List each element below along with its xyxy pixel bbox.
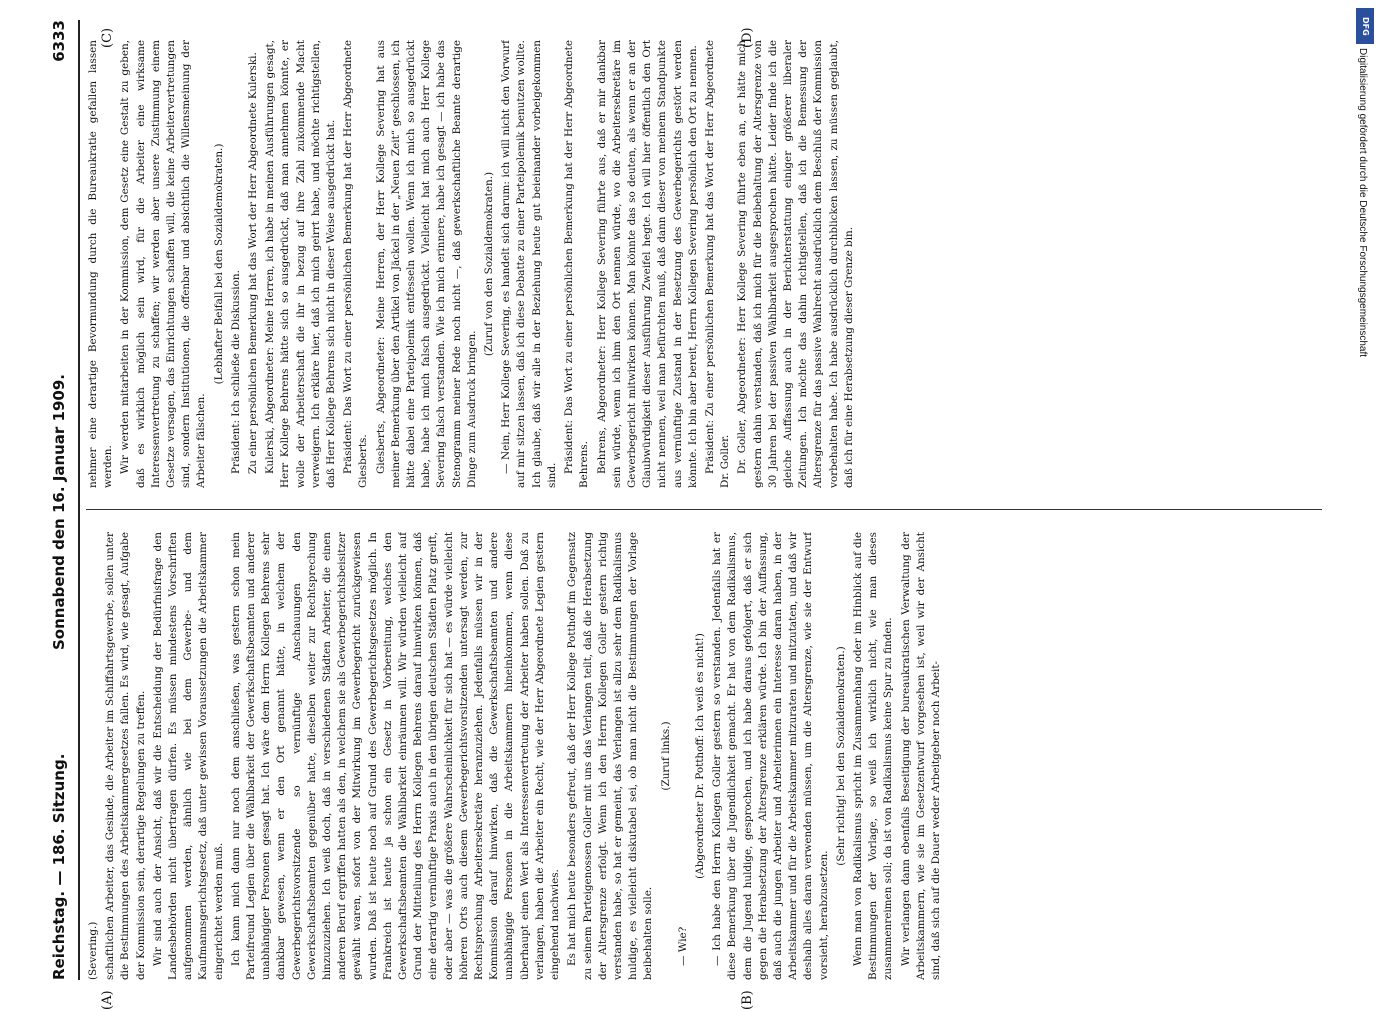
digitization-sidebar	[1352, 8, 1378, 998]
page-number: 6333	[50, 20, 68, 62]
paragraph: schaftlichen Arbeiter, das Gesinde, die Arbeiter im Schiffahrtsgewerbe, sollen unter die Bestimmungen des Arbeitskammergesetzes fallen. Es wird, wie gesagt, Aufgabe der Kommission sein, derartige Regelungen zu treffen.	[104, 532, 147, 980]
paragraph: (Lebhafter Beifall bei den Sozialdemokraten.)	[212, 143, 225, 385]
paragraph: Behrens, Abgeordneter: Herr Kollege Severing führte aus, daß er mir dankbar sein würde, wenn ich ihm den Ort nennen würde, wo die Arbeitersekretäre im Gewerbegericht mitwirken können. Man könnte das so deuten, als wenn er an der Glaubwürdigkeit dieser Ausführung Zweifel hegte. Ich will hier öffentlich den Ort nicht nennen, weil man befürchten muß, daß dann dieser von meinem Standpunkte aus vernünftige Zustand in der Besetzung des Gewerbegerichts gestört werden könnte. Ich bin aber bereit, Herrn Kollegen Severing persönlich den Ort zu nennen.	[595, 40, 699, 488]
paragraph: Präsident: Ich schließe die Diskussion.	[229, 270, 242, 474]
paragraph: — Ich habe den Herrn Kollegen Goller gestern so verstanden. Jedenfalls hat er diese Bemerkung über die Jugendlichkeit gemacht. Er hat von dem Radikalismus, dem die Jugend huldige, gesprochen, und ich habe daraus gefolgert, daß er sich gegen die Herabsetzung der Altersgrenze erklären würde. Ich bin der Auffassung, daß auch die jungen Arbeiter und Arbeiterinnen ein Interesse daran haben, in der Arbeitskammer und für die Arbeitskammer mitzuraten und mitzutaten, und daß wir deshalb alles daran verwenden müssen, um die Altersgrenze, wie sie der Entwurf vorsieht, herabzusetzen.	[711, 532, 830, 980]
paragraph: Dr. Goller, Abgeordneter: Herr Kollege Severing führte eben an, er hätte mich gestern dahin verstanden, daß ich mich für die Beibehaltung der Altersgrenze von 30 Jahren bei der passiven Wählbarkeit ausgesprochen hätte. Leider finde ich die gleiche Auffassung auch in der Berichterstattung einiger größerer liberaler Zeitungen. Ich möchte das dahin richtigstellen, daß ich die Bemessung der Altersgrenze für das passive Wahlrecht ausdrücklich dem Beschluß der Kommission vorbehalten habe. Ich habe ausdrücklich durchblicken lassen, zu müssen geglaubt, daß ich für eine Herabsetzung dieser Grenze bin.	[736, 40, 855, 488]
paragraph: Kulerski, Abgeordneter: Meine Herren, ich habe in meinen Ausführungen gesagt, Herr Kollege Behrens hätte sich so ausgedrückt, daß man annehmen könnte, er wolle der Arbeiterschaft die ihr in bezug auf ihre Zahl zukommende Macht verweigern. Ich erkläre hier, daß ich mich geirrt habe, und möchte richtigstellen, daß Herr Kollege Behrens sich nicht in dieser Weise ausgedrückt hat.	[264, 40, 338, 488]
paragraph: Wenn man von Radikalismus spricht im Zusammenhang oder im Hinblick auf die Bestimmungen der Vorlage, so weiß ich wirklich nicht, wie man dieses zusammenreimen soll; da ist von Radikalismus keine Spur zu finden.	[851, 532, 895, 980]
right-column	[86, 40, 1322, 488]
paragraph: Wir werden mitarbeiten in der Kommission, dem Gesetz eine Gestalt zu geben, daß es wirklich möglich sein wird, für die Arbeiter eine wirksame Interessenvertretung zu schaffen; wir werden aber unsere Zustimmung einem Gesetze versagen, das Einrichtungen schaffen will, die keine Arbeitervertretungen sind, sondern Institutionen, die offenbar und absichtlich die Willensmeinung der Arbeiter fälschen.	[119, 40, 208, 488]
paragraph: (Zuruf von den Sozialdemokraten.)	[483, 171, 496, 357]
paragraph: Wir sind auch der Ansicht, daß wir die Entscheidung der Bedürfnisfrage den Landesbehörden nicht übertragen dürfen. Es müssen mindestens Vorschriften aufgenommen werden, ähnlich wie bei dem Gewerbe- und dem Kaufmannsgerichtsgesetz, daß unter gewissen Voraussetzungen die Arbeitskammer eingerichtet werden muß.	[151, 532, 225, 980]
header-center: Sonnabend den 16. Januar 1909.	[50, 374, 68, 650]
paragraph: (Severing.)	[87, 921, 99, 980]
left-column	[86, 532, 1322, 980]
paragraph: (Abgeordneter Dr. Potthoff: Ich weiß es nicht!)	[693, 633, 706, 879]
margin-marker: (B)	[740, 990, 755, 1010]
paragraph: Zu einer persönlichen Bemerkung hat das Wort der Herr Abgeordnete Kulerski.	[247, 52, 260, 474]
header-left: Reichstag. — 186. Sitzung.	[50, 753, 68, 980]
page-header	[40, 20, 80, 980]
paragraph: Präsident: Zu einer persönlichen Bemerkung hat das Wort der Herr Abgeordnete Dr. Goller.	[703, 40, 732, 488]
paragraph: — Nein, Herr Kollege Severing, es handelt sich darum: ich will nicht den Vorwurf auf mir sitzen lassen, daß ich diese Debatte zu einer Parteipolemik benutzen wollte. Ich glaube, daß wir alle in der Beziehung heute gut beieinander vorbeigekommen sind.	[500, 40, 558, 488]
column-divider	[86, 509, 1322, 510]
paragraph: (Sehr richtig! bei den Sozialdemokraten.)	[834, 646, 847, 866]
paragraph: Wir verlangen dann ebenfalls Beseitigung der bureaukratischen Verwaltung der Arbeitskammern, wie sie im Gesetzentwurf vorgesehen ist, weil wir der Ansicht sind, daß sich auf die Dauer weder Arbeitgeber noch Arbeit-	[899, 532, 942, 980]
margin-marker: (C)	[100, 27, 115, 48]
paragraph: nehmer eine derartige Bevormundung durch die Bureaukratie gefallen lassen werden.	[87, 40, 115, 488]
header-rule	[78, 20, 80, 980]
paragraph: Es hat mich heute besonders gefreut, daß der Herr Kollege Potthoff im Gegensatz zu seinem Parteigenossen Goller mit uns das Verlangen teilt, daß die Herabsetzung der Altersgrenze erfolgt. Wenn ich den Herrn Kollegen Goller gestern richtig verstanden habe, so hat er gemeint, das Verlangen ist allzu sehr dem Radikalismus huldige, es vielleicht diskutabel sei, ob man nicht die Bestimmungen der Vorlage beibehalten solle.	[566, 532, 655, 980]
paragraph: Ich kann mich dann nur noch dem anschließen, was gestern schon mein Parteifreund Legien über die Wählbarkeit der Gewerkschaftsbeamten und anderer unabhängiger Personen gesagt hat. Ich wäre dem Herrn Kollegen Behrens sehr dankbar gewesen, wenn er den Ort genannt hätte, in welchem der Gewerbegerichtsvorsitzende so vernünftige Anschauungen den Gewerkschaftsbeamten gegenüber hatte, dieselben weiter zur Rechtsprechung hinzuzuziehen. Ich weiß doch, daß in verschiedenen Städten Arbeiter, die einen anderen Beruf ergriffen hatten als den, in welchem sie als Gewerbegerichtsbeisitzer gewählt waren, sofort von der Mitwirkung im Gewerbegericht zurückgewiesen wurden. Daß ist heute noch auf Grund des Gewerbegerichtsgesetzes möglich. In Frankreich ist heute ja schon ein Gesetz in Vorbereitung, welches den Gewerkschaftsbeamten die Wählbarkeit einräumen will. Wir würden vielleicht auf Grund der Mitteilung des Herrn Kollegen Behrens darauf hinwirken können, daß eine derartig vernünftige Praxis auch in den übrigen deutschen Städten Platz greift, oder aber — was die größere Wahrscheinlichkeit für sich hat — es würde vielleicht höheren Orts auch diesem Gewerbegerichtsvorsitzenden untersagt werden, zur Rechtsprechung Arbeitersekretäre heranzuziehen. Jedenfalls müssen wir in der Kommission darauf hinwirken, daß die Gewerkschaftsbeamten und andere unabhängige Personen in die Arbeitskammern hineinkommen, wenn diese überhaupt einen Wert als Interessenvertretung der Arbeiter haben sollen. Daß zu verlangen, haben die Arbeiter ein Recht, wie der Herr Abgeordnete Legien gestern eingehend nachwies.	[229, 532, 562, 980]
paragraph: Giesberts, Abgeordneter: Meine Herren, der Herr Kollege Severing hat aus meiner Bemerkung über den Artikel von Jäckel in der „Neuen Zeit“ geschlossen, ich hätte dabei eine Parteipolemik entfesseln wollen. Wenn ich mich so ausgedrückt habe, habe ich mich falsch ausgedrückt. Vielleicht hat mich auch Herr Kollege Severing falsch verstanden. Wie ich mich erinnere, habe ich gesagt — ich habe das Stenogramm meiner Rede noch nicht —, daß gewerkschaftliche Beamte derartige Dinge zum Ausdruck bringen.	[374, 40, 478, 488]
funding-credit: Digitalisierung gefördert durch die Deutsche Forschungsgemeinschaft	[1357, 48, 1368, 358]
dfg-logo: DFG	[1356, 8, 1374, 44]
paragraph: (Zuruf links.)	[659, 721, 672, 791]
margin-marker: (A)	[100, 990, 115, 1010]
paragraph: Präsident: Das Wort zu einer persönlichen Bemerkung hat der Herr Abgeordnete Giesberts.	[342, 40, 370, 488]
paragraph: Präsident: Das Wort zu einer persönlichen Bemerkung hat der Herr Abgeordnete Behrens.	[563, 40, 591, 488]
rotated-page	[40, 20, 1330, 1010]
margin-marker: (D)	[740, 27, 755, 48]
paragraph: — Wie?	[676, 926, 689, 966]
